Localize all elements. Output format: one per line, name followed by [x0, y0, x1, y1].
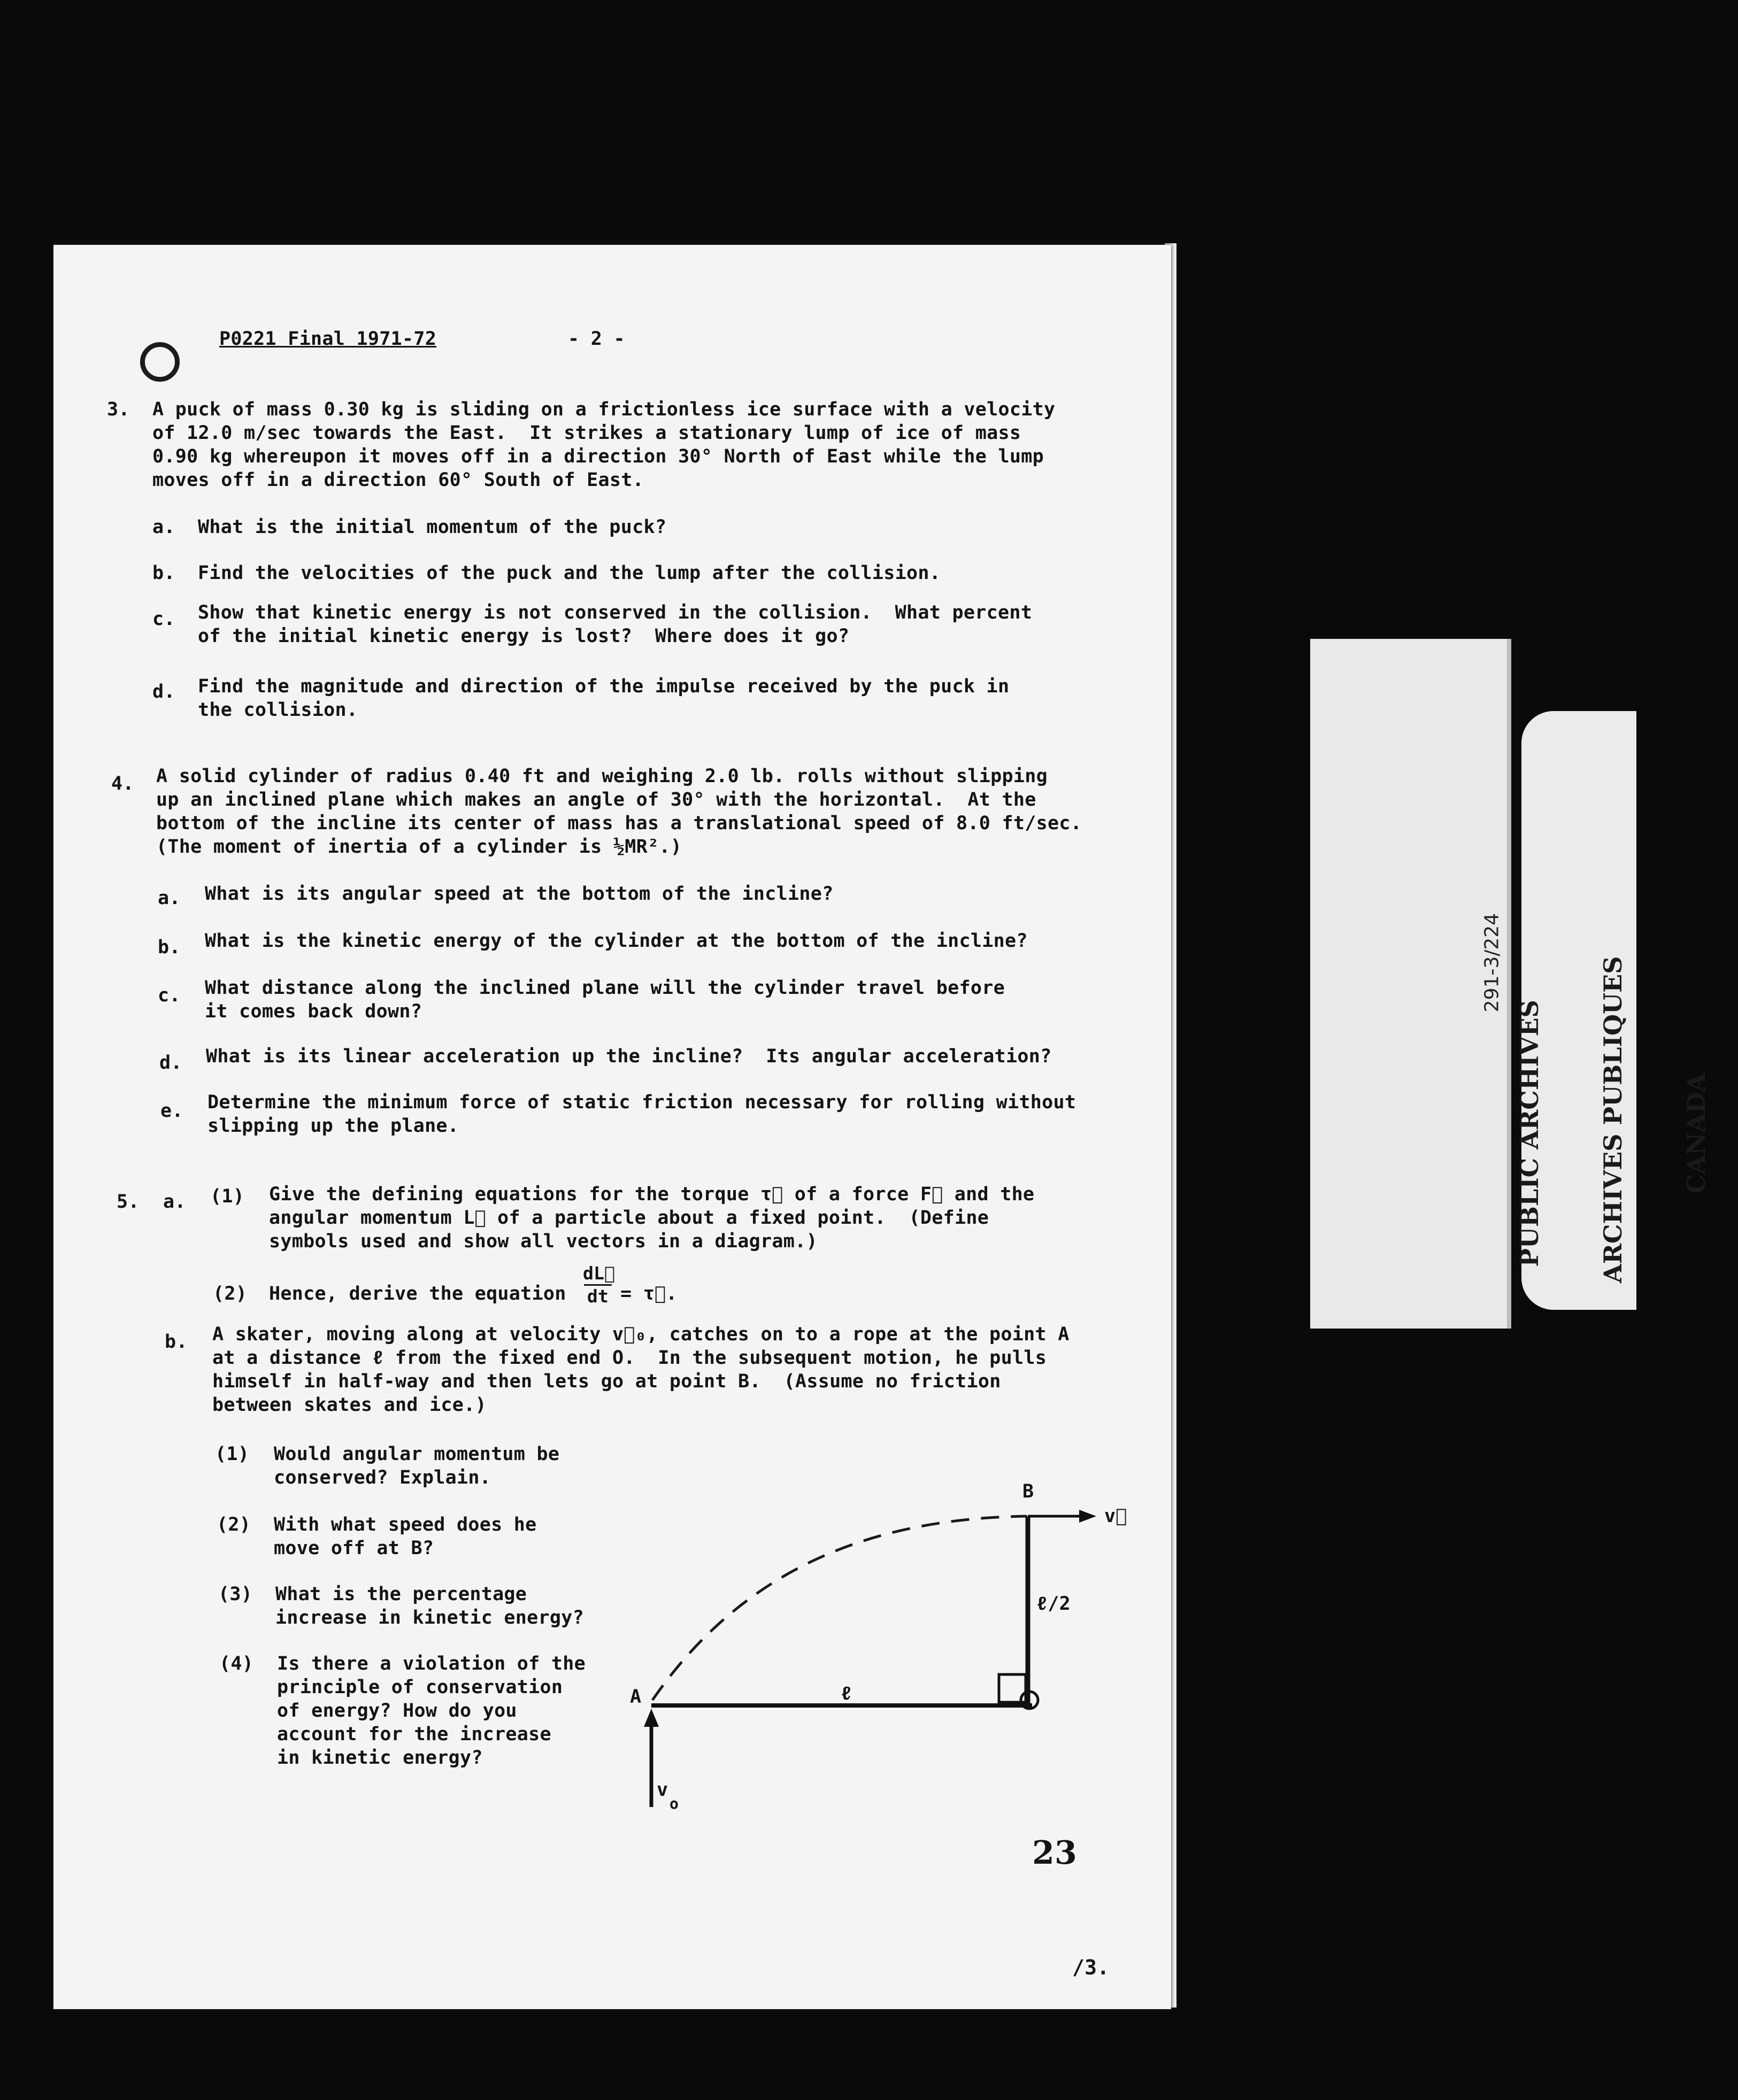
question-3b-text: Find the velocities of the puck and the lump after the collision. — [198, 562, 941, 584]
archive-reference-number: 291-3/224 — [1481, 913, 1503, 1013]
question-4-stem-line: up an inclined plane which makes an angle of 30° with the horizontal. At the — [156, 789, 1036, 810]
question-4c-text: What distance along the inclined plane will the cylinder travel before — [205, 977, 1005, 999]
archive-stamp-line: PUBLIC ARCHIVES — [1515, 1000, 1544, 1267]
question-5a-label: a. — [163, 1191, 186, 1213]
question-3c-text: of the initial kinetic energy is lost? Where does it go? — [198, 626, 850, 647]
question-5b1-text: Would angular momentum be — [274, 1443, 560, 1465]
diagram-velocity-in-subscript: o — [670, 1795, 679, 1812]
question-3d-label: d. — [152, 681, 175, 702]
question-5b2-label: (2) — [217, 1514, 251, 1535]
question-5b-text: between skates and ice.) — [212, 1394, 487, 1416]
diagram-point-a: A — [630, 1686, 642, 1708]
question-5b4-text: account for the increase — [277, 1724, 551, 1745]
question-5b2-text: With what speed does he — [274, 1514, 537, 1535]
diagram-rope-length: ℓ — [841, 1683, 852, 1704]
question-5-number: 5. — [117, 1191, 140, 1213]
question-5a1-label: (1) — [210, 1186, 245, 1207]
question-4e-text: slipping up the plane. — [207, 1115, 459, 1137]
question-5a1-text: angular momentum L⃗ of a particle about a fixed point. (Define — [269, 1207, 989, 1229]
velocity-in-arrowhead — [644, 1709, 659, 1727]
question-5b4-label: (4) — [219, 1653, 254, 1674]
question-5b2-text: move off at B? — [274, 1538, 434, 1559]
course-title: P0221 Final 1971-72 — [219, 328, 437, 350]
question-4e-label: e. — [160, 1100, 183, 1122]
question-3-stem-line: A puck of mass 0.30 kg is sliding on a frictionless ice surface with a velocity — [152, 399, 1056, 420]
question-5b4-text: Is there a violation of the — [277, 1653, 586, 1674]
skater-trajectory — [652, 1516, 1027, 1700]
question-3d-text: Find the magnitude and direction of the impulse received by the puck in — [198, 676, 1010, 697]
question-4-stem-line: (The moment of inertia of a cylinder is ½MR².) — [156, 836, 682, 858]
question-4b-text: What is the kinetic energy of the cylinder at the bottom of the incline? — [205, 930, 1028, 952]
question-5a2-rhs: = τ⃗. — [620, 1283, 678, 1304]
question-3-stem-line: of 12.0 m/sec towards the East. It strikes a stationary lump of ice of mass — [152, 422, 1021, 444]
question-3a-text: What is the initial momentum of the puck? — [198, 516, 667, 538]
page-stamp-number: 23 — [1032, 1834, 1078, 1872]
page-number: - 2 - — [568, 328, 625, 350]
question-4-stem-line: A solid cylinder of radius 0.40 ft and weighing 2.0 lb. rolls without slipping — [156, 766, 1048, 787]
diagram-velocity-in: v — [657, 1779, 668, 1801]
question-3-number: 3. — [107, 399, 130, 420]
archive-stamp-line: CANADA — [1682, 1073, 1711, 1194]
question-5b3-label: (3) — [218, 1584, 253, 1605]
question-5a2-text: Hence, derive the equation — [269, 1283, 566, 1304]
question-5b-text: A skater, moving along at velocity v⃗₀, catches on to a rope at the point A — [212, 1324, 1070, 1345]
question-5a1-text: symbols used and show all vectors in a diagram.) — [269, 1231, 818, 1252]
question-5b-text: himself in half-way and then lets go at point B. (Assume no friction — [212, 1371, 1001, 1392]
question-5b4-text: in kinetic energy? — [277, 1747, 483, 1769]
diagram-velocity-out: v⃗ — [1104, 1505, 1127, 1527]
question-4d-text: What is its linear acceleration up the incline? Its angular acceleration? — [206, 1046, 1052, 1067]
question-4a-label: a. — [158, 887, 181, 909]
diagram-half-length: ℓ/2 — [1036, 1593, 1071, 1615]
question-3-stem-line: moves off in a direction 60° South of East. — [152, 469, 644, 491]
question-5b3-text: What is the percentage — [275, 1584, 527, 1605]
archive-stamp-line: ARCHIVES PUBLIQUES — [1598, 956, 1627, 1283]
diagram-point-b: B — [1022, 1481, 1034, 1502]
question-3c-label: c. — [152, 608, 175, 630]
question-5b-label: b. — [165, 1331, 188, 1353]
question-4c-label: c. — [158, 985, 181, 1006]
question-3a-label: a. — [152, 516, 175, 538]
question-5b3-text: increase in kinetic energy? — [275, 1607, 585, 1628]
question-4d-label: d. — [159, 1052, 182, 1074]
question-3-stem-line: 0.90 kg whereupon it moves off in a direction 30° North of East while the lump — [152, 446, 1044, 467]
continued-marker: /3. — [1072, 1956, 1110, 1979]
question-4-number: 4. — [111, 773, 134, 794]
fraction-numerator: dL⃗ — [583, 1263, 616, 1284]
question-3b-label: b. — [152, 562, 175, 584]
question-4c-text: it comes back down? — [205, 1001, 422, 1022]
question-5b1-text: conserved? Explain. — [274, 1467, 491, 1488]
question-4e-text: Determine the minimum force of static friction necessary for rolling without — [207, 1092, 1076, 1113]
question-3d-text: the collision. — [198, 699, 358, 721]
question-4b-label: b. — [158, 937, 181, 958]
question-5a1-text: Give the defining equations for the torque τ⃗ of a force F⃗ and the — [269, 1184, 1035, 1205]
question-5b4-text: principle of conservation — [277, 1677, 563, 1698]
question-5b-text: at a distance ℓ from the fixed end O. In the subsequent motion, he pulls — [212, 1347, 1047, 1369]
question-5a2-label: (2) — [213, 1283, 248, 1304]
question-4-stem-line: bottom of the incline its center of mass has a translational speed of 8.0 ft/sec. — [156, 813, 1082, 834]
fraction-denominator: dt — [587, 1286, 609, 1307]
question-5b1-label: (1) — [215, 1443, 250, 1465]
question-5b4-text: of energy? How do you — [277, 1700, 517, 1721]
question-4a-text: What is its angular speed at the bottom of the incline? — [205, 883, 834, 905]
velocity-out-arrowhead — [1079, 1510, 1096, 1523]
question-3c-text: Show that kinetic energy is not conserved in the collision. What percent — [198, 602, 1033, 623]
